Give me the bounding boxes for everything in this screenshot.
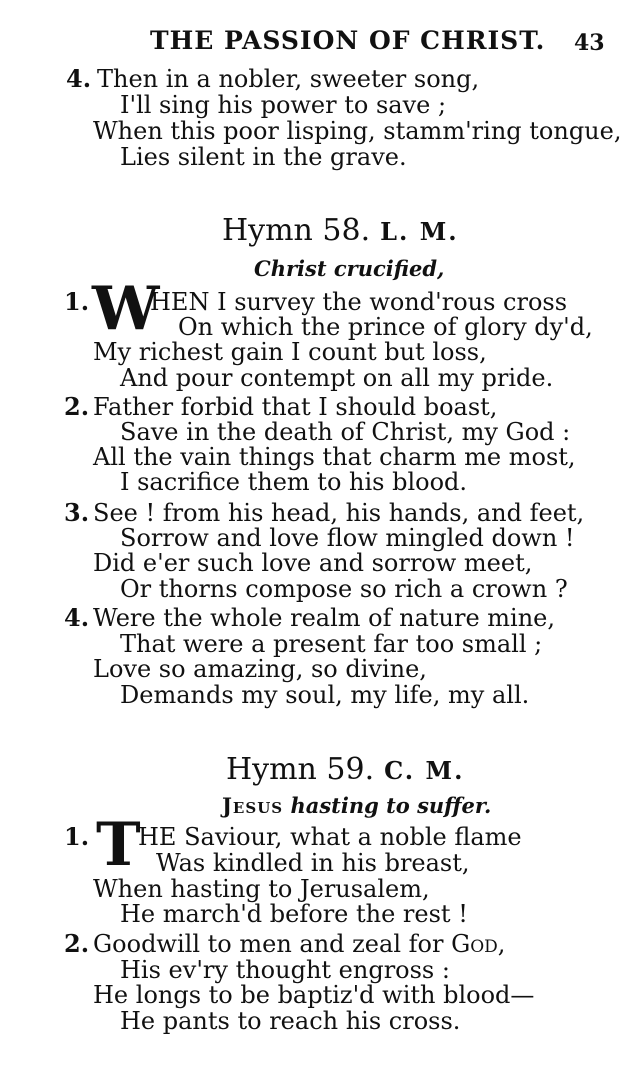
verse-line: Sorrow and love flow mingled down ! [120, 524, 575, 552]
hymn-meter: L. M. [380, 217, 459, 246]
page-number: 43 [574, 30, 605, 56]
verse-line: Father forbid that I should boast, [93, 393, 498, 421]
stanza-number: 1. [64, 287, 90, 316]
verse-line: Then in a nobler, sweeter song, [97, 65, 480, 93]
verse-line: Save in the death of Christ, my God : [120, 418, 571, 446]
verse-line: See ! from his head, his hands, and feet, [93, 499, 585, 527]
verse-line: His ev'ry thought engross : [120, 956, 450, 984]
stanza-number: 4. [66, 64, 92, 93]
verse-line: My richest gain I count but loss, [93, 338, 487, 366]
verse-text: Goodwill to men and zeal for [93, 930, 452, 958]
stanza-number: 2. [64, 392, 90, 421]
verse-line: When hasting to Jerusalem, [93, 875, 430, 903]
stanza-number: 1. [64, 822, 90, 851]
drop-cap: T [96, 810, 141, 880]
verse-line: I'll sing his power to save ; [120, 91, 447, 119]
verse-line: All the vain things that charm me most, [93, 443, 576, 471]
verse-line: Lies silent in the grave. [120, 143, 407, 171]
verse-line: I sacrifice them to his blood. [120, 468, 468, 496]
subtitle-caps: Jesus [222, 793, 284, 818]
hymn-meter: C. M. [384, 756, 465, 785]
verse-line: Were the whole realm of nature mine, [93, 604, 556, 632]
verse-line: When this poor lisping, stamm'ring tongue, [93, 117, 622, 145]
stanza-number: 2. [64, 929, 90, 958]
hymn-59-subtitle [222, 794, 491, 818]
verse-line: That were a present far too small ; [120, 630, 543, 658]
hymn-58-subtitle: Christ crucified, [254, 256, 445, 281]
verse-line: Did e'er such love and sorrow meet, [93, 549, 533, 577]
verse-line: Love so amazing, so divine, [93, 655, 427, 683]
stanza-number: 4. [64, 603, 90, 632]
verse-line: On which the prince of glory dy'd, [178, 313, 593, 341]
verse-line: Demands my soul, my life, my all. [120, 681, 530, 709]
verse-line: He longs to be baptiz'd with blood— [93, 981, 535, 1009]
hymn-58-title [222, 214, 459, 249]
hymn-title-text: Hymn 59. [226, 752, 375, 787]
stanza-number: 3. [64, 498, 90, 527]
verse-line: He march'd before the rest ! [120, 900, 468, 928]
verse-line: And pour contempt on all my pride. [120, 364, 554, 392]
verse-line: HE Saviour, what a noble flame [138, 823, 522, 851]
verse-line [93, 931, 505, 957]
verse-line: HEN I survey the wond'rous cross [150, 288, 568, 316]
verse-text-caps: God, [451, 930, 506, 958]
hymn-title-text: Hymn 58. [222, 213, 371, 248]
hymn-59-title [226, 753, 464, 788]
drop-cap: W [92, 274, 160, 344]
verse-line: Was kindled in his breast, [156, 849, 470, 877]
running-title: THE PASSION OF CHRIST. [150, 26, 546, 55]
verse-line: He pants to reach his cross. [120, 1007, 461, 1035]
verse-line: Or thorns compose so rich a crown ? [120, 575, 568, 603]
subtitle-text: hasting to suffer. [290, 793, 492, 818]
